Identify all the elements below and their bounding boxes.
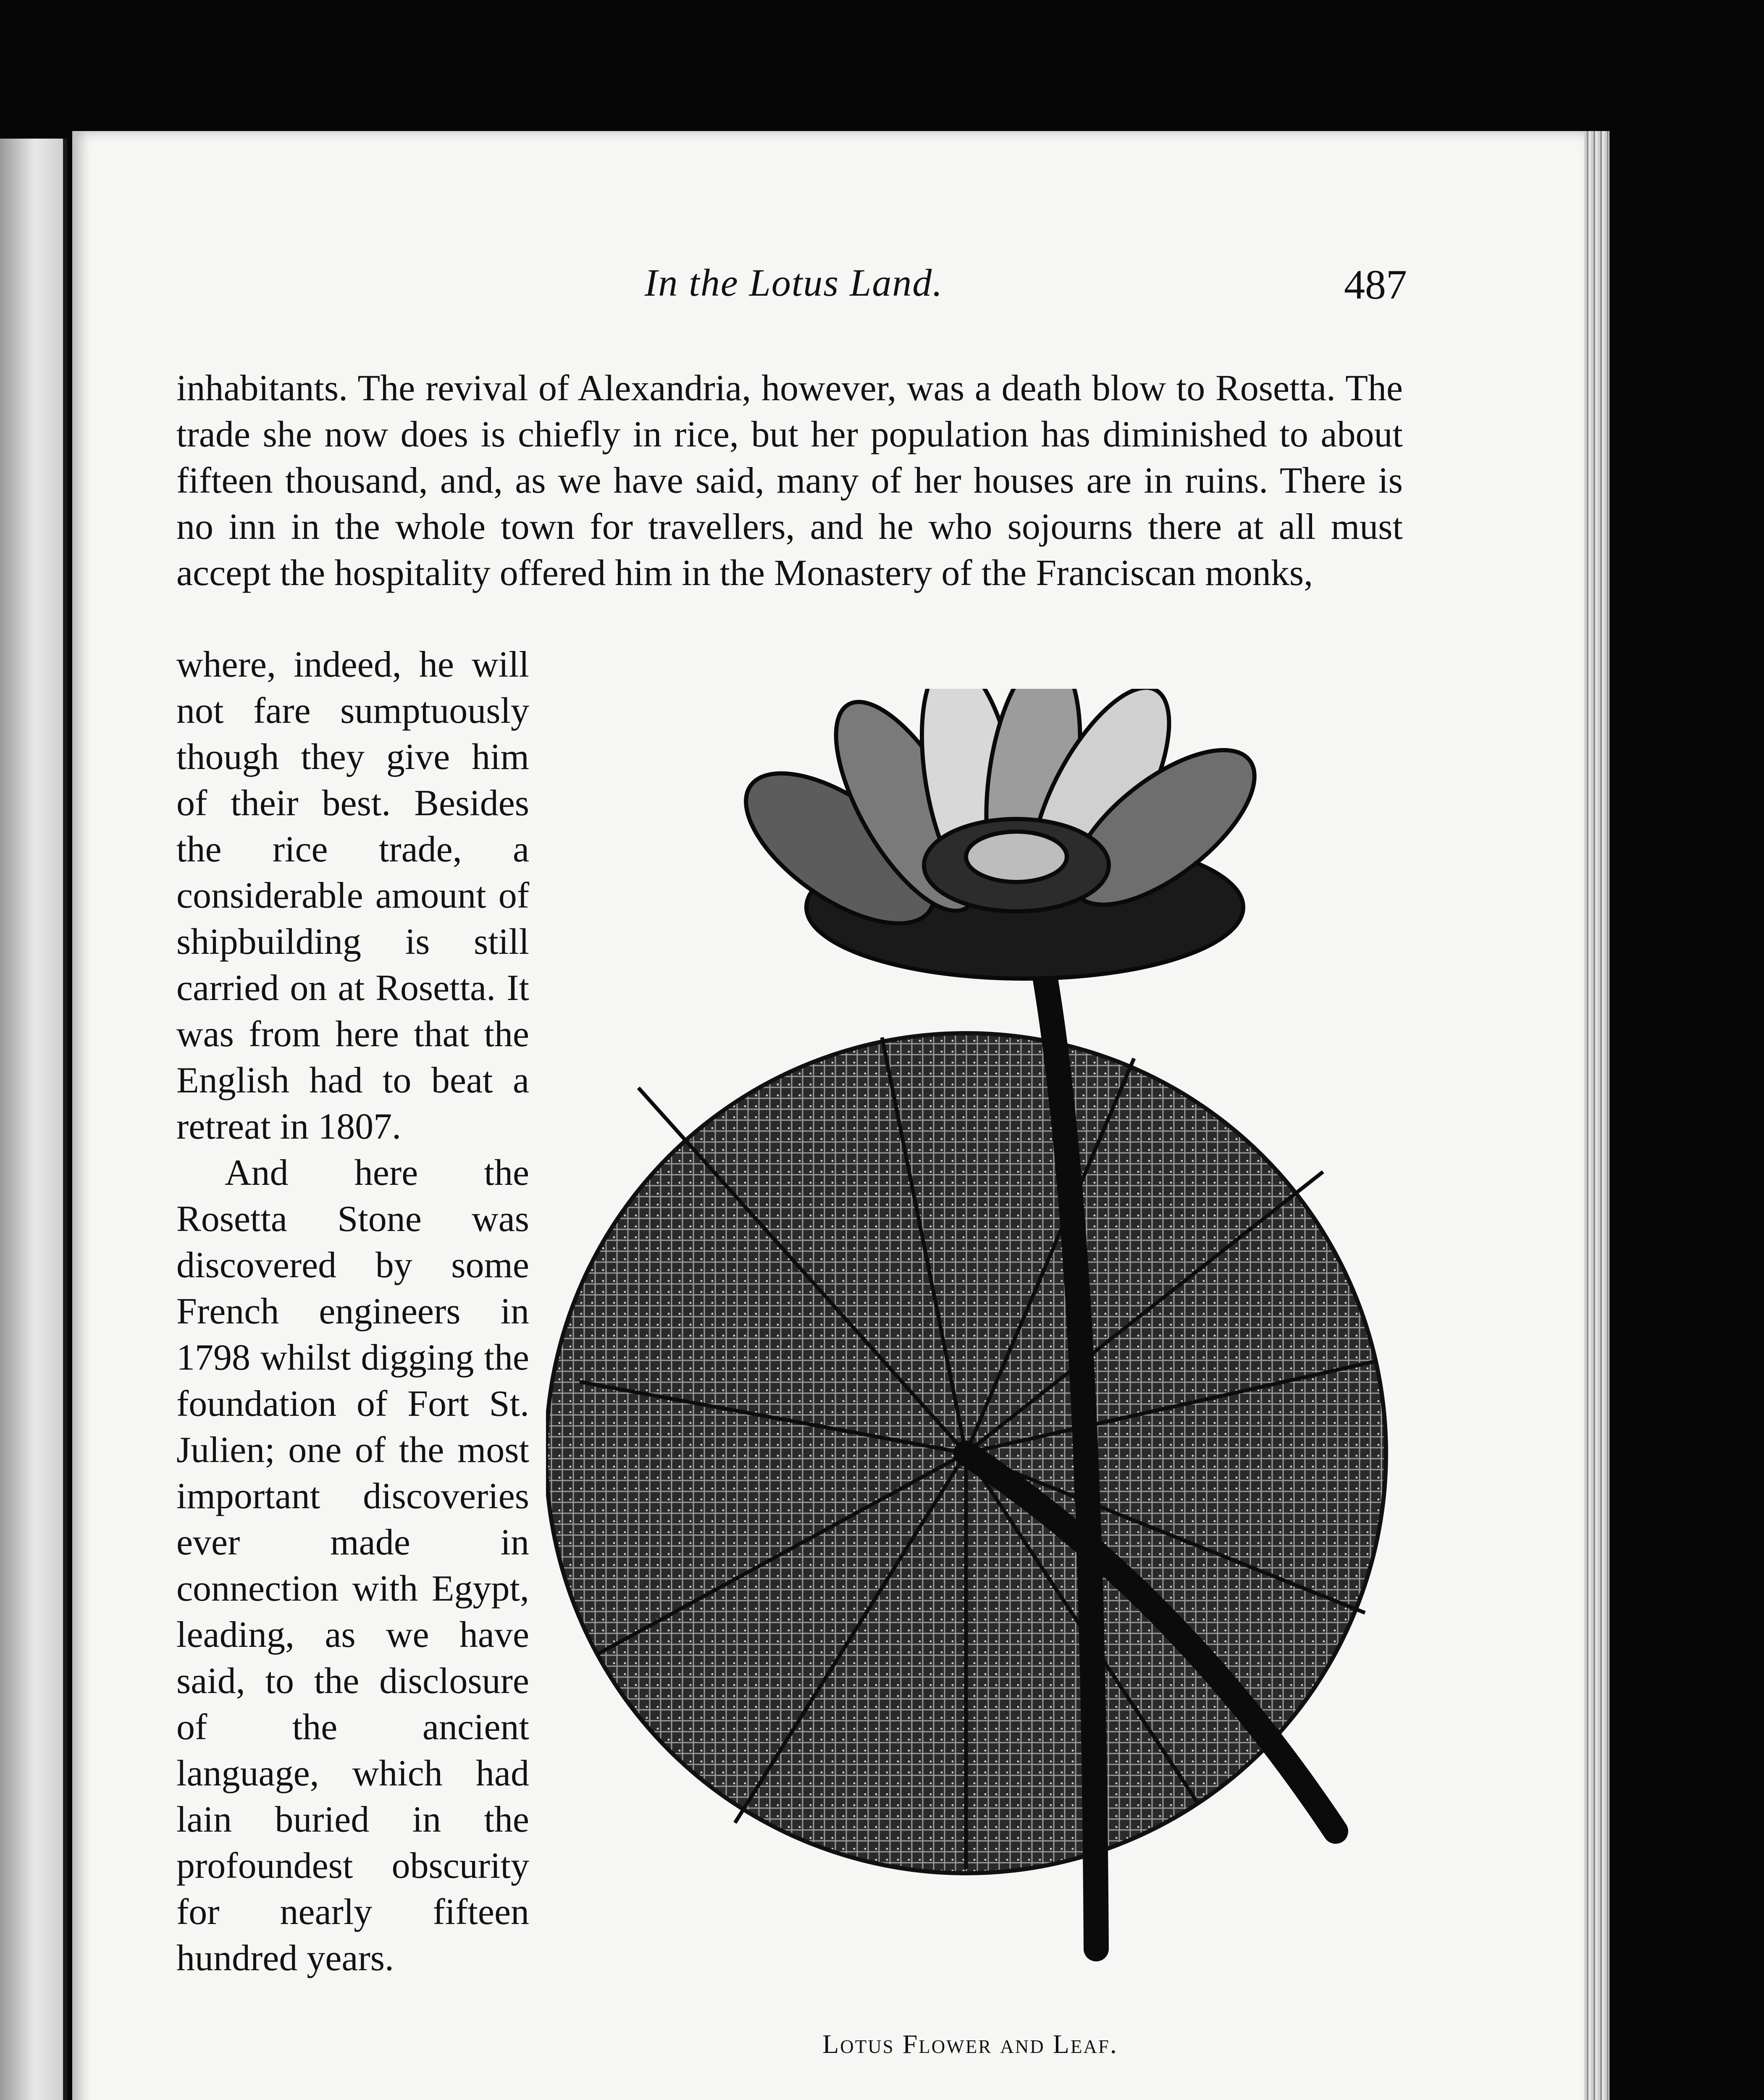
facing-page-edge: [0, 139, 67, 2100]
opening-paragraph: [176, 365, 1403, 596]
page-number: 487: [1344, 261, 1407, 308]
page-stack-edge: [1584, 131, 1609, 2100]
side-column-paragraph-2: And here the Rosetta Stone was discovered by some French engineers in 1798 whilst digging the foundation of Fort St. Julien; one of the most important discoveries ever made in connection with Egypt, leading, as we have said, to the disclosure of the ancient language, which had lain buried in the profoundest obscurity for nearly fifteen hundred years.: [176, 1152, 529, 1979]
lotus-illustration: [546, 689, 1411, 1982]
lotus-flower: [722, 689, 1279, 979]
figure-caption: Lotus Flower and Leaf.: [822, 2029, 1118, 2059]
side-column-paragraph-1: where, indeed, he will not fare sumptuously though they give him of their best. Besides the rice trade, a considerable amount of shipbuilding is still carried on at Rosetta. It was from here that the English had to beat a retreat in 1807.: [176, 644, 529, 1147]
running-title: In the Lotus Land.: [644, 261, 943, 304]
side-column: [176, 642, 529, 1982]
opening-paragraph-text: inhabitants. The revival of Alexandria, however, was a death blow to Rosetta. The trade she now does is chiefly in rice, but her population has diminished to about fifteen thousand, and, as we have said, many of her houses are in ruins. There is no inn in the whole town for travellers, and he who sojourns there at all must accept the hospitality offered him in the Monastery of the Franciscan monks,: [176, 368, 1403, 593]
